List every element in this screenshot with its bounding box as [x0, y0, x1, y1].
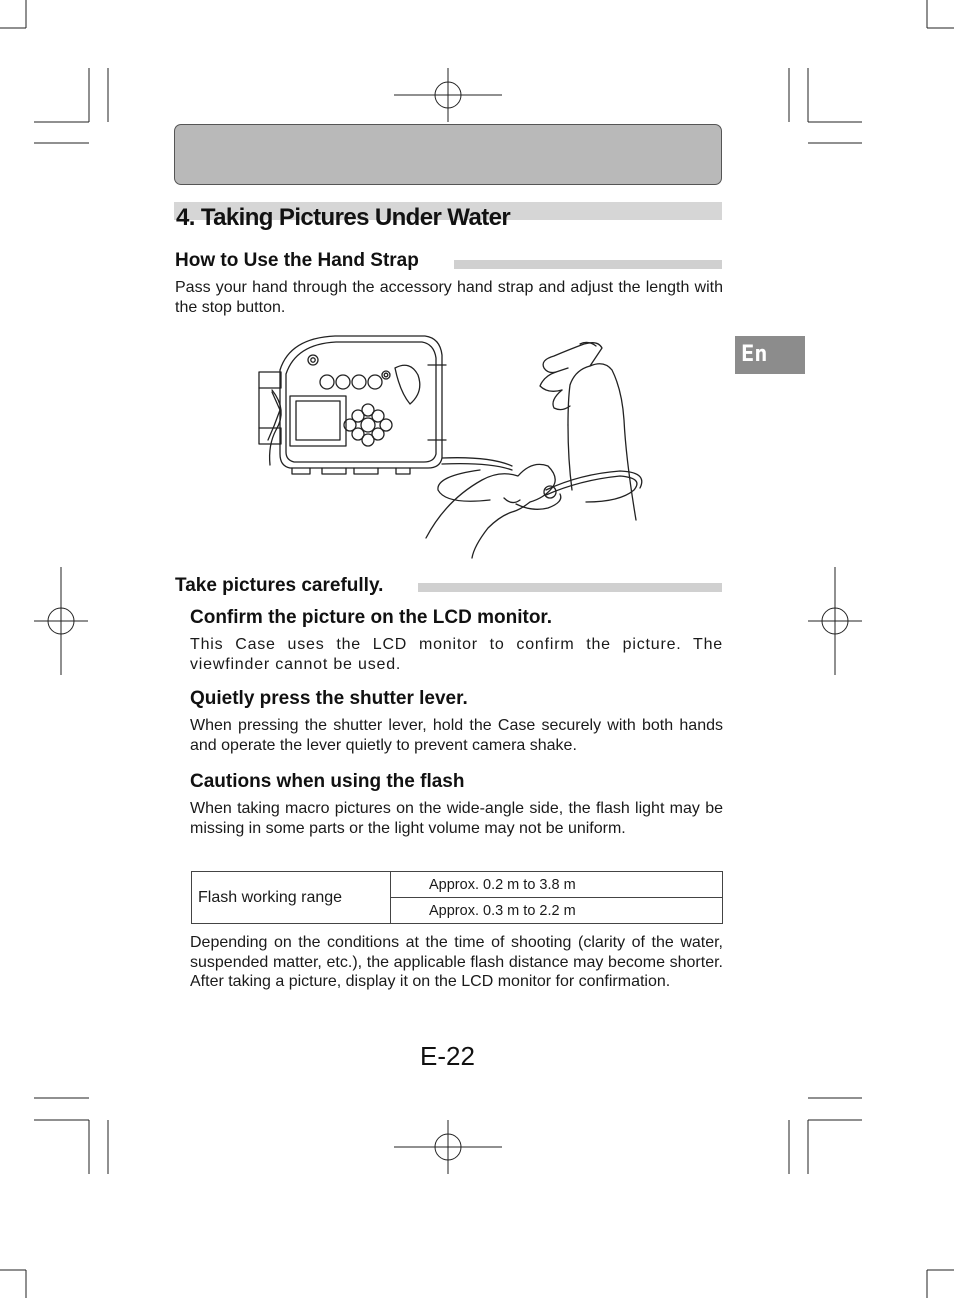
careful-heading: Take pictures carefully.: [175, 575, 384, 596]
flash-range-table: [191, 871, 723, 924]
page-number: E-22: [420, 1041, 475, 1071]
hand-strap-illustration: [250, 330, 650, 565]
heading-rule: [418, 583, 722, 592]
hand-strap-text: Pass your hand through the accessory hand strap and adjust the length with the stop button.: [175, 279, 723, 316]
flash-text: When taking macro pictures on the wide-angle side, the flash light may be missing in some parts or the light volume may not be uniform.: [190, 800, 723, 837]
closing-text: Depending on the conditions at the time of shooting (clarity of the water, suspended matter, etc.), the applicable flash distance may become shorter. After taking a picture, display it on the LCD monitor for confirmation.: [190, 934, 723, 990]
header-bar: [174, 124, 722, 185]
page-title: 4. Taking Pictures Under Water: [176, 204, 511, 231]
language-tab: En: [735, 336, 805, 374]
lcd-heading: Confirm the picture on the LCD monitor.: [190, 607, 553, 628]
lcd-text: This Case uses the LCD monitor to confirm the picture. The viewfinder cannot be used.: [190, 636, 723, 673]
heading-rule: [454, 260, 722, 269]
flash-range-value: Approx. 0.2 m to 3.8 m: [391, 872, 723, 898]
flash-heading: Cautions when using the flash: [190, 771, 465, 792]
shutter-text: When pressing the shutter lever, hold the Case securely with both hands and operate the lever quietly to prevent camera shake.: [190, 717, 723, 754]
hand-strap-heading: How to Use the Hand Strap: [175, 250, 419, 271]
flash-range-value: Approx. 0.3 m to 2.2 m: [391, 898, 723, 924]
shutter-heading: Quietly press the shutter lever.: [190, 688, 468, 709]
flash-range-label: Flash working range: [192, 872, 391, 924]
table-row: [192, 872, 723, 898]
